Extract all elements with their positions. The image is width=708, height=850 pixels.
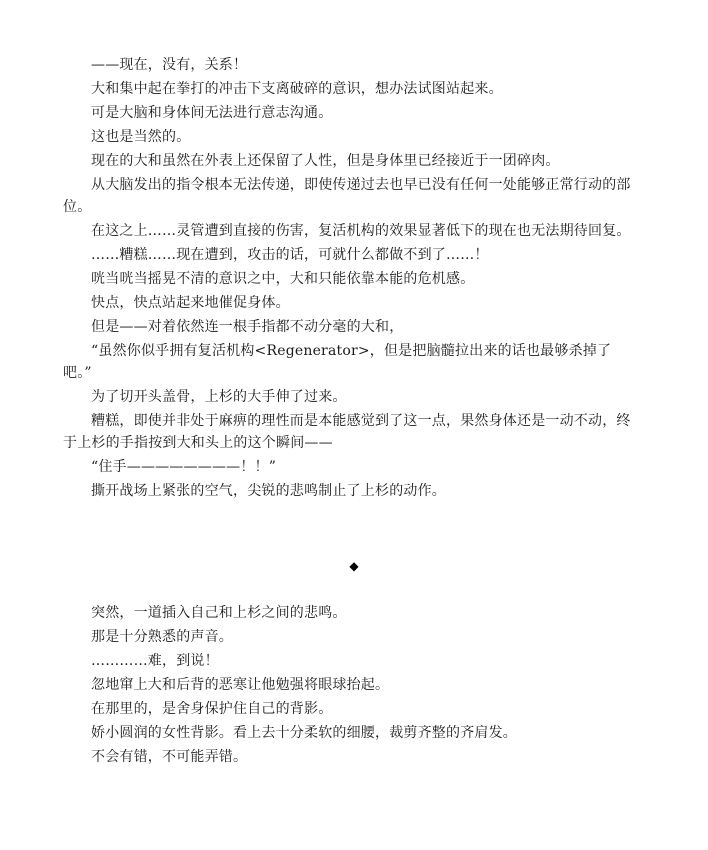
paragraph: ——现在，没有，关系！ — [91, 57, 248, 73]
text-section-before-break — [63, 54, 635, 504]
paragraph: 为了切开头盖骨，上杉的大手伸了过来。 — [91, 389, 347, 405]
paragraph: “住手————————！！” — [91, 459, 277, 475]
paragraph: “虽然你似乎拥有复活机构<Regenerator>，但是把脑髓拉出来的话也最够杀掉了吧。” — [63, 343, 612, 381]
paragraph: 快点，快点站起来地催促身体。 — [91, 295, 290, 311]
paragraph: 大和集中起在拳打的冲击下支离破碎的意识，想办法试图站起来。 — [91, 81, 503, 97]
paragraph: 忽地窜上大和后背的恶寒让他勉强将眼球抬起。 — [91, 677, 390, 693]
paragraph: 在那里的，是舍身保护住自己的背影。 — [91, 701, 333, 717]
paragraph: 但是——对着依然连一根手指都不动分毫的大和， — [91, 319, 404, 335]
paragraph: 从大脑发出的指令根本无法传递，即使传递过去也早已没有任何一处能够正常行动的部位。 — [63, 177, 631, 215]
paragraph: …………难，到说！ — [91, 653, 219, 669]
paragraph: 咣当咣当摇晃不清的意识之中，大和只能依靠本能的危机感。 — [91, 271, 475, 287]
paragraph: 现在的大和虽然在外表上还保留了人性，但是身体里已经接近于一团碎肉。 — [91, 153, 560, 169]
paragraph: 可是大脑和身体间无法进行意志沟通。 — [91, 105, 333, 121]
section-break-diamond-icon: ◆ — [349, 559, 359, 573]
paragraph: 糟糕，即使并非处于麻痹的理性而是本能感觉到了这一点，果然身体还是一动不动，终于上杉的手指按到大和头上的这个瞬间—— — [63, 413, 631, 451]
paragraph: 突然，一道插入自己和上杉之间的悲鸣。 — [91, 605, 347, 621]
text-section-after-break — [63, 602, 635, 770]
paragraph: 在这之上……灵管遭到直接的伤害，复活机构的效果显著低下的现在也无法期待回复。 — [91, 223, 631, 239]
paragraph: 娇小圆润的女性背影。看上去十分柔软的细腰，裁剪齐整的齐肩发。 — [91, 725, 517, 741]
paragraph: 不会有错，不可能弄错。 — [91, 749, 248, 765]
paragraph: ……糟糕……现在遭到，攻击的话，可就什么都做不到了……！ — [91, 247, 489, 263]
paragraph: 那是十分熟悉的声音。 — [91, 629, 233, 645]
paragraph: 撕开战场上紧张的空气，尖锐的悲鸣制止了上杉的动作。 — [91, 483, 446, 499]
paragraph: 这也是当然的。 — [91, 129, 191, 145]
